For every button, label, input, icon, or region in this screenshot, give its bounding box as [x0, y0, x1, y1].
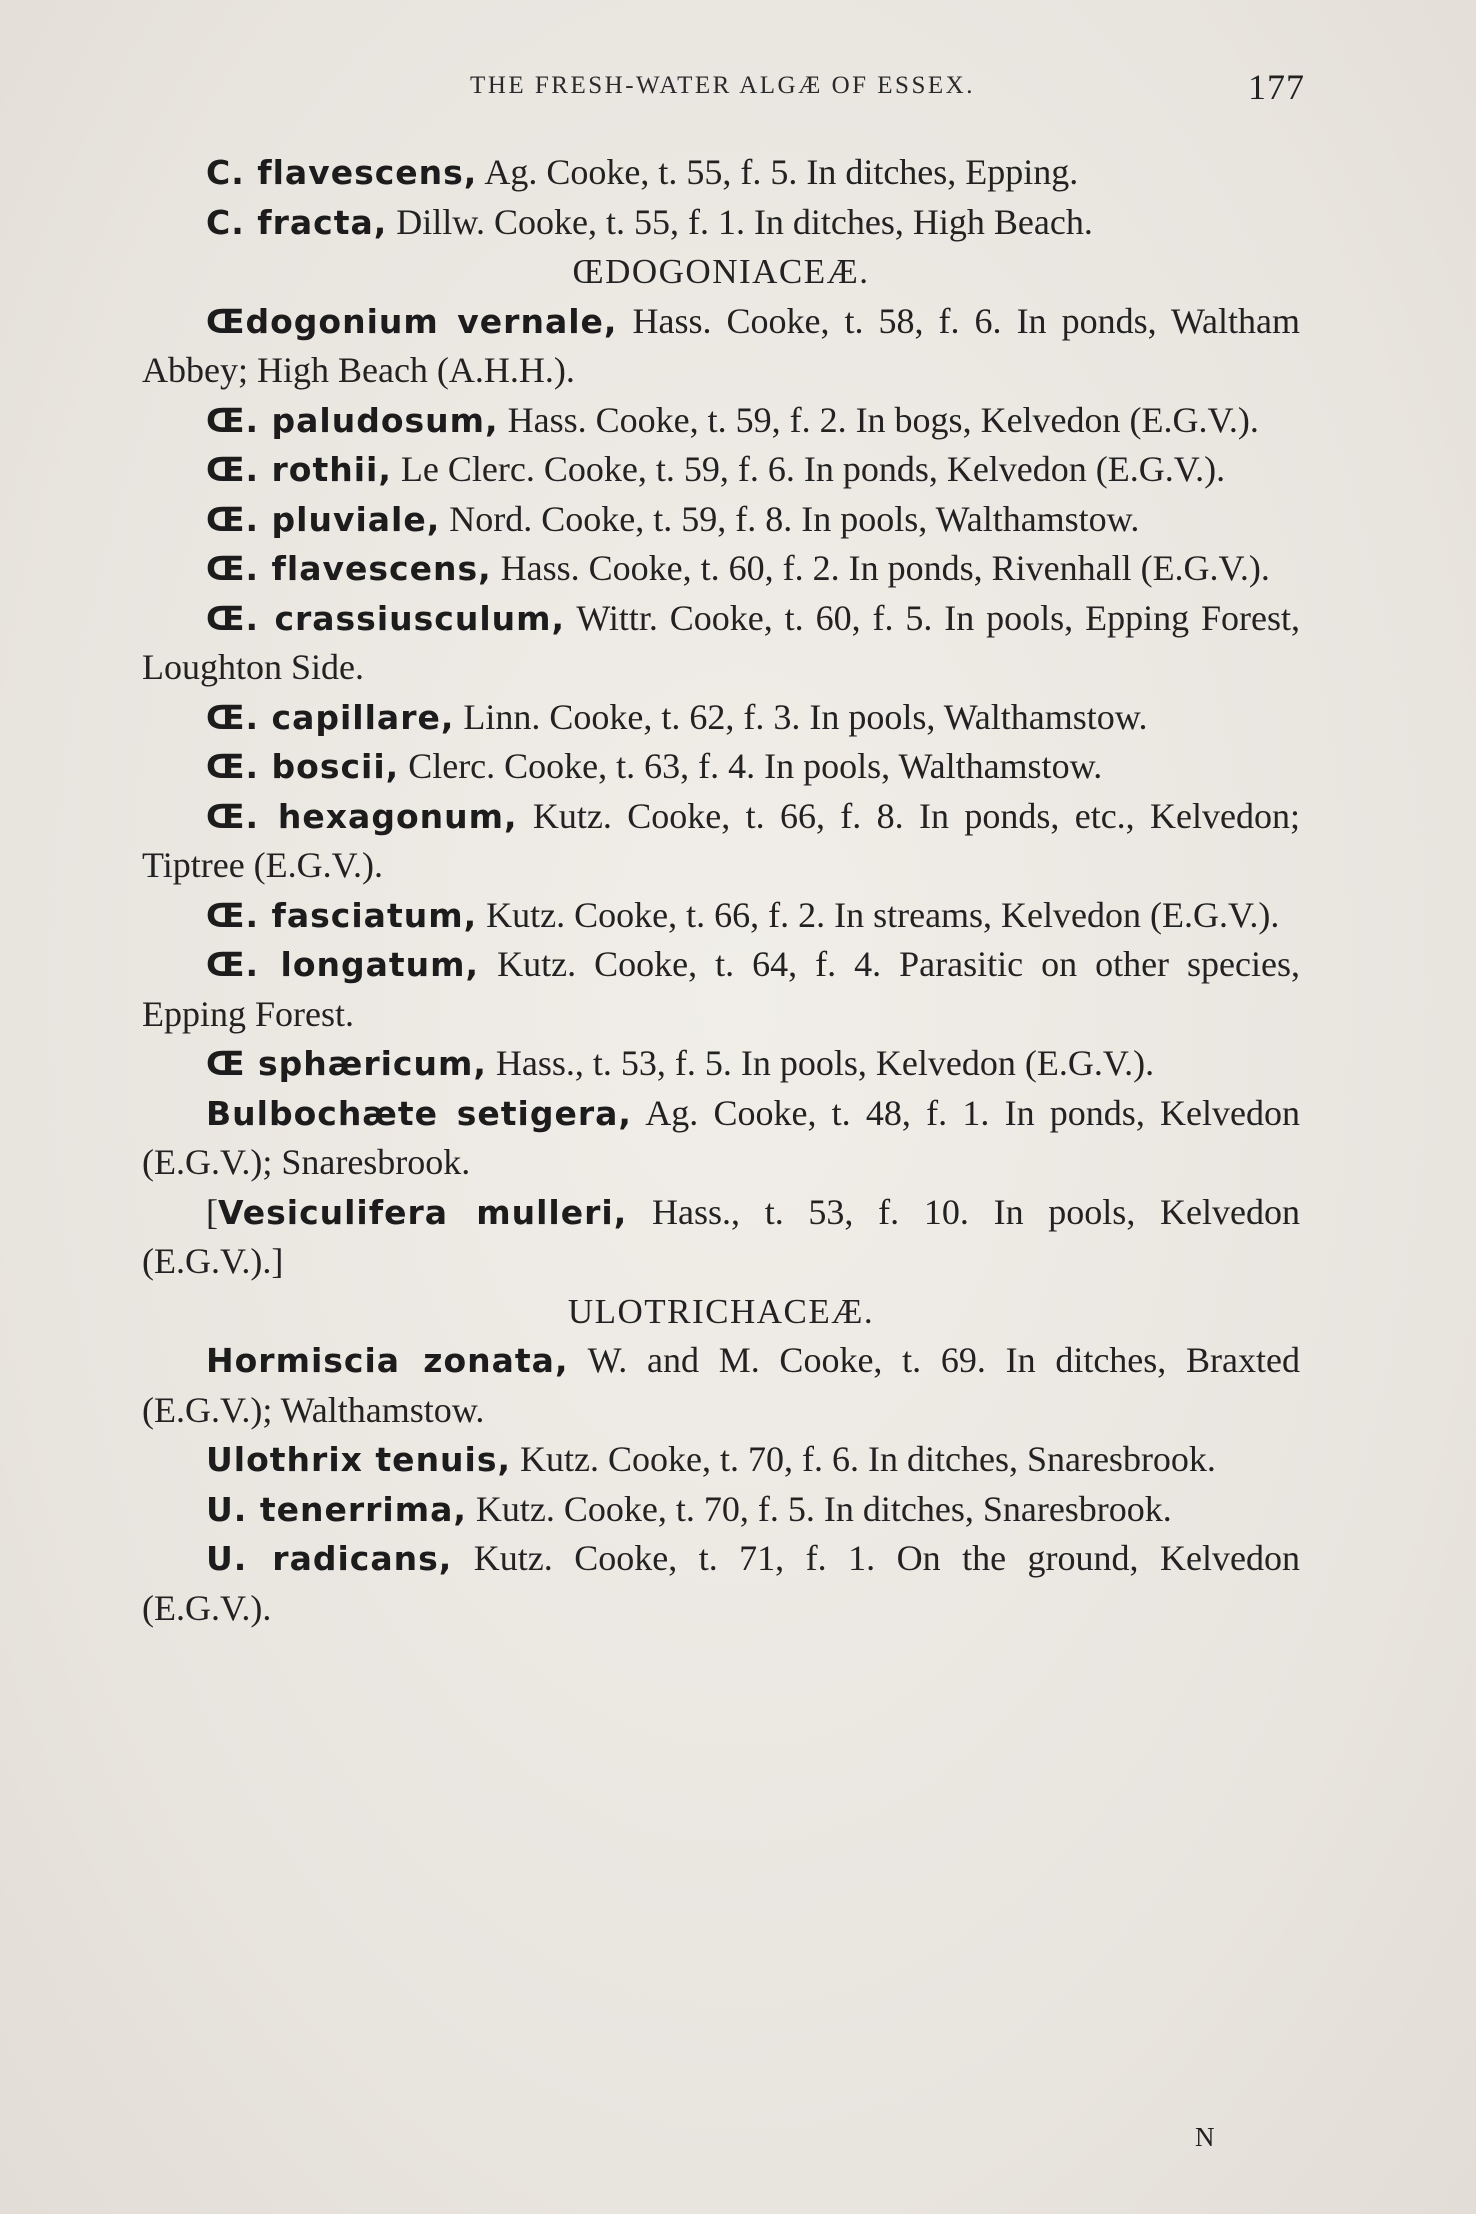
species-entry [142, 693, 1300, 743]
species-details: Linn. Cooke, t. 62, f. 3. In pools, Walthamstow. [463, 696, 1148, 737]
species-details: Hass., t. 53, f. 10. In pools, Kelvedon (E.G.V.).] [142, 1191, 1300, 1281]
page-header [140, 66, 1305, 116]
species-entry [142, 445, 1300, 495]
species-name: U. radicans, [206, 1539, 453, 1578]
species-entry [142, 495, 1300, 545]
page-number: 177 [1248, 67, 1305, 107]
species-entry [142, 297, 1300, 396]
species-details: Hass. Cooke, t. 58, f. 6. In ponds, Waltham Abbey; High Beach (A.H.H.). [142, 300, 1301, 390]
species-details: Hass. Cooke, t. 60, f. 2. In ponds, Rivenhall (E.G.V.). [500, 548, 1270, 588]
species-details: Kutz. Cooke, t. 70, f. 5. In ditches, Snaresbrook. [475, 1488, 1172, 1529]
species-details: Hass. Cooke, t. 59, f. 2. In bogs, Kelvedon (E.G.V.). [507, 399, 1259, 440]
species-name: Œdogonium vernale, [206, 301, 618, 341]
species-name: Hormiscia zonata, [206, 1341, 569, 1380]
species-entry [142, 792, 1300, 891]
species-entry [142, 1336, 1300, 1435]
species-entry [142, 1039, 1300, 1089]
species-name: Ulothrix tenuis, [206, 1440, 512, 1479]
species-details: Ag. Cooke, t. 55, f. 5. In ditches, Epping. [484, 152, 1079, 192]
species-entry [142, 1485, 1300, 1535]
species-entry [142, 1089, 1300, 1188]
page-body [142, 148, 1300, 1633]
section-heading: ULOTRICHACEÆ. [567, 1291, 875, 1331]
species-entry [142, 742, 1300, 792]
species-details: Dillw. Cooke, t. 55, f. 1. In ditches, High Beach. [396, 201, 1093, 242]
entry-bracket: [ [206, 1191, 218, 1232]
species-details: Kutz. Cooke, t. 66, f. 8. In ponds, etc., Kelvedon; Tiptree (E.G.V.). [142, 795, 1300, 885]
species-name: Œ. pluviale, [206, 499, 441, 539]
species-details: Hass., t. 53, f. 5. In pools, Kelvedon (E.G.V.). [495, 1043, 1155, 1083]
species-entry [142, 940, 1300, 1039]
species-entry [142, 891, 1300, 941]
species-entry [142, 1534, 1300, 1633]
species-entry [142, 1435, 1300, 1485]
species-name: Œ. flavescens, [206, 549, 492, 588]
species-name: Œ. paludosum, [206, 400, 499, 440]
species-details: Kutz. Cooke, t. 64, f. 4. Parasitic on other species, Epping Forest. [142, 944, 1301, 1034]
species-name: Œ. boscii, [206, 747, 400, 786]
species-name: Bulbochæte setigera, [206, 1093, 632, 1133]
species-details: Clerc. Cooke, t. 63, f. 4. In pools, Walthamstow. [408, 746, 1103, 786]
species-entry [142, 148, 1300, 198]
species-name: C. fracta, [206, 202, 388, 242]
species-details: Nord. Cooke, t. 59, f. 8. In pools, Walthamstow. [449, 498, 1140, 539]
species-details: Le Clerc. Cooke, t. 59, f. 6. In ponds, Kelvedon (E.G.V.). [400, 449, 1226, 489]
species-name: Œ. fasciatum, [206, 895, 478, 935]
species-details: Kutz. Cooke, t. 71, f. 1. On the ground, Kelvedon (E.G.V.). [142, 1538, 1300, 1628]
species-entry [142, 198, 1300, 248]
signature-mark: N [1195, 2122, 1216, 2152]
species-entry [142, 594, 1300, 693]
species-entry [142, 396, 1300, 446]
species-entry [142, 1188, 1300, 1287]
species-details: Kutz. Cooke, t. 66, f. 2. In streams, Kelvedon (E.G.V.). [486, 894, 1280, 935]
species-name: Vesiculifera mulleri, [218, 1192, 628, 1232]
species-name: C. flavescens, [206, 153, 478, 192]
species-details: Ag. Cooke, t. 48, f. 1. In ponds, Kelvedon (E.G.V.); Snaresbrook. [142, 1092, 1301, 1182]
species-details: W. and M. Cooke, t. 69. In ditches, Braxted (E.G.V.); Walthamstow. [142, 1340, 1300, 1430]
species-name: Œ. crassiusculum, [206, 598, 566, 638]
species-details: Wittr. Cooke, t. 60, f. 5. In pools, Epping Forest, Loughton Side. [142, 597, 1300, 687]
species-name: Œ. rothii, [206, 450, 392, 489]
species-name: Œ. hexagonum, [206, 796, 518, 836]
species-name: Œ sphæricum, [206, 1044, 487, 1083]
running-head: THE FRESH-WATER ALGÆ OF ESSEX. [470, 72, 975, 99]
species-name: Œ. capillare, [206, 697, 455, 737]
species-entry [142, 544, 1300, 594]
species-details: Kutz. Cooke, t. 70, f. 6. In ditches, Snaresbrook. [520, 1439, 1216, 1479]
species-name: Œ. longatum, [206, 945, 480, 984]
section-heading: ŒDOGONIACEÆ. [572, 252, 870, 291]
species-name: U. tenerrima, [206, 1489, 467, 1529]
